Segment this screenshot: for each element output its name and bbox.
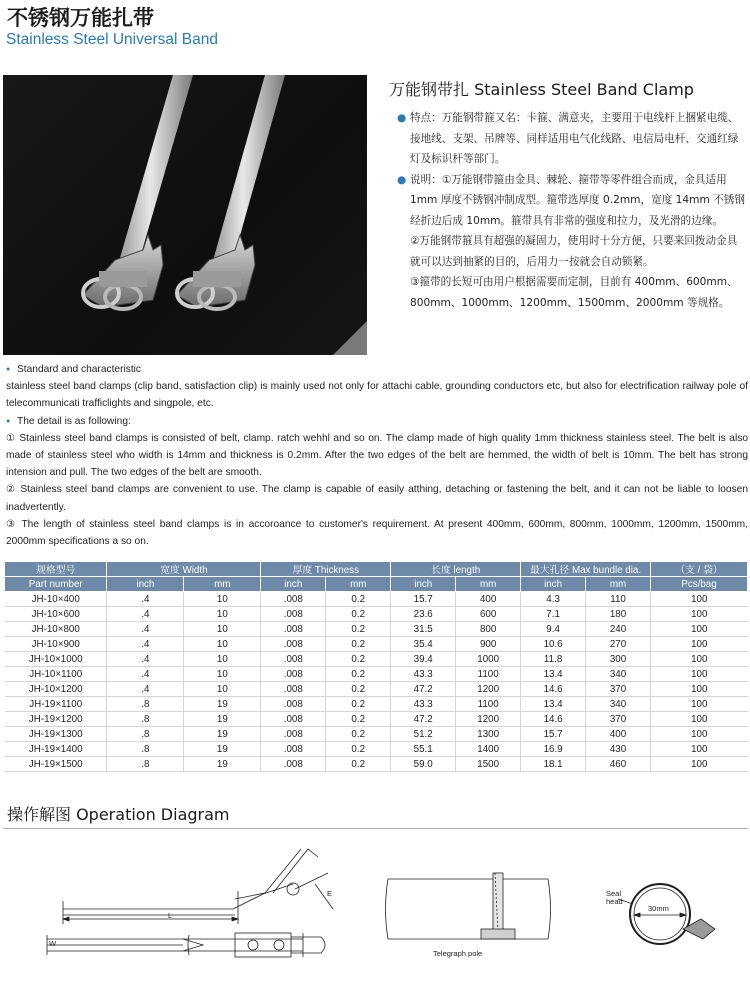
cn-note-2: ②万能钢带箍具有超强的凝固力，使用时十分方便，只要来回拨动金具就可以达到抽紧的目的，后用力一按就会自动锁紧。 <box>410 235 738 268</box>
header-width: 宽度 Width <box>107 562 261 577</box>
table-cell: 1200 <box>456 712 521 727</box>
table-cell: .8 <box>107 727 184 742</box>
cn-feature-text: 万能钢带箍又名：卡箍、满意夹，主要用于电线杆上捆紧电缆、接地线、支架、吊牌等、同样适用电气化线路、电信局电杆、交通红绿灯及标识杆等部门。 <box>410 112 739 165</box>
table-cell: 14.6 <box>521 682 586 697</box>
cn-note-3: ③箍带的长短可由用户根据需要而定制，目前有 400mm、600mm、800mm、1000mm、1200mm、1500mm、2000mm 等规格。 <box>410 276 738 309</box>
table-cell: .008 <box>261 652 326 667</box>
table-cell: 0.2 <box>326 712 391 727</box>
table-cell: 240 <box>586 622 651 637</box>
cn-note-2-para <box>397 231 747 272</box>
table-cell: 100 <box>651 637 748 652</box>
table-cell: 0.2 <box>326 637 391 652</box>
table-cell: .008 <box>261 727 326 742</box>
table-cell: JH-19×1400 <box>5 742 107 757</box>
table-cell: 13.4 <box>521 667 586 682</box>
table-cell: .4 <box>107 637 184 652</box>
label-telegraph-pole: Telegraph pole <box>433 949 483 958</box>
table-cell: 51.2 <box>391 727 456 742</box>
table-cell: 10 <box>184 667 261 682</box>
table-cell: 100 <box>651 607 748 622</box>
table-row <box>5 742 748 757</box>
table-cell: 18.1 <box>521 757 586 772</box>
bullet-icon: ● <box>397 173 407 186</box>
header-length: 长度 length <box>391 562 521 577</box>
cn-note-1: ①万能钢带箍由金具、棘轮、箍带等零件组合而成，金具适用1mm 厚度不锈钢冲制成型。箍带选厚度 0.2mm，宽度 14mm 不锈钢经折边后成 10mm。箍带具有非常的强度和拉力，及光滑的边缘。 <box>410 173 745 227</box>
cn-note <box>397 170 747 232</box>
table-cell: 14.6 <box>521 712 586 727</box>
table-cell: 110 <box>586 592 651 607</box>
table-cell: 100 <box>651 622 748 637</box>
header-inch: inch <box>107 577 184 592</box>
table-cell: 300 <box>586 652 651 667</box>
table-cell: 10 <box>184 622 261 637</box>
header-mm: mm <box>184 577 261 592</box>
table-cell: .008 <box>261 712 326 727</box>
table-cell: 31.5 <box>391 622 456 637</box>
table-cell: 100 <box>651 712 748 727</box>
table-cell: 100 <box>651 757 748 772</box>
header-mm: mm <box>456 577 521 592</box>
page-title-en: Stainless Steel Universal Band <box>6 31 218 48</box>
table-cell: 10.6 <box>521 637 586 652</box>
table-cell: 400 <box>456 592 521 607</box>
table-cell: .008 <box>261 682 326 697</box>
table-cell: 0.2 <box>326 607 391 622</box>
table-cell: 10 <box>184 607 261 622</box>
header-mm: mm <box>586 577 651 592</box>
table-cell: 43.3 <box>391 667 456 682</box>
table-cell: JH-10×400 <box>5 592 107 607</box>
table-cell: .4 <box>107 622 184 637</box>
header-inch: inch <box>391 577 456 592</box>
table-cell: 800 <box>456 622 521 637</box>
table-row <box>5 757 748 772</box>
table-cell: .4 <box>107 607 184 622</box>
table-row <box>5 652 748 667</box>
table-cell: 400 <box>586 727 651 742</box>
table-cell: 600 <box>456 607 521 622</box>
table-cell: 0.2 <box>326 682 391 697</box>
table-row <box>5 727 748 742</box>
table-cell: 43.3 <box>391 697 456 712</box>
table-cell: 1000 <box>456 652 521 667</box>
spec-table <box>5 562 748 772</box>
table-cell: 100 <box>651 682 748 697</box>
table-cell: 10 <box>184 652 261 667</box>
table-cell: 370 <box>586 682 651 697</box>
header-part-cn: 规格型号 <box>5 562 107 577</box>
table-cell: 59.0 <box>391 757 456 772</box>
table-cell: 0.2 <box>326 727 391 742</box>
header-thickness: 厚度 Thickness <box>261 562 391 577</box>
table-cell: 19 <box>184 757 261 772</box>
table-cell: JH-10×1100 <box>5 667 107 682</box>
table-cell: 19 <box>184 742 261 757</box>
table-cell: 13.4 <box>521 697 586 712</box>
label-L: L <box>168 911 173 920</box>
table-cell: .008 <box>261 622 326 637</box>
table-cell: .8 <box>107 712 184 727</box>
header-inch: inch <box>261 577 326 592</box>
table-cell: 19 <box>184 712 261 727</box>
table-cell: .008 <box>261 607 326 622</box>
table-cell: 0.2 <box>326 667 391 682</box>
table-cell: 430 <box>586 742 651 757</box>
table-cell: .8 <box>107 757 184 772</box>
table-cell: 4.3 <box>521 592 586 607</box>
operation-title: 操作解图 Operation Diagram <box>7 805 230 824</box>
table-cell: .8 <box>107 697 184 712</box>
bullet-icon: ● <box>397 112 407 124</box>
table-cell: 0.2 <box>326 622 391 637</box>
header-pcs-cn: （支 / 袋） <box>651 562 748 577</box>
en-item-1: ① Stainless steel band clamps is consisted of belt, clamp. ratch wehhl and so on. The clamp made of high quality 1mm thickness stainless steel. The belt is also made of stainless steel who width is 14mm and thickness is 0.2mm. After the two edges of the belt are hemmed, the width of belt is 10mm. The belt has strong intension and pull. The two edges of the belt are smooth. <box>6 432 748 479</box>
table-row <box>5 607 748 622</box>
table-row <box>5 697 748 712</box>
table-cell: .4 <box>107 682 184 697</box>
table-cell: 100 <box>651 742 748 757</box>
table-cell: 460 <box>586 757 651 772</box>
table-cell: JH-10×800 <box>5 622 107 637</box>
table-cell: .008 <box>261 637 326 652</box>
table-row <box>5 682 748 697</box>
cn-feature-label: 特点： <box>410 112 442 124</box>
table-cell: 270 <box>586 637 651 652</box>
table-cell: 1100 <box>456 667 521 682</box>
table-cell: 15.7 <box>391 592 456 607</box>
table-cell: .008 <box>261 697 326 712</box>
table-row <box>5 712 748 727</box>
product-photo <box>3 75 367 355</box>
cn-description <box>397 108 747 313</box>
table-cell: 47.2 <box>391 682 456 697</box>
table-row <box>5 637 748 652</box>
table-cell: 11.8 <box>521 652 586 667</box>
header-part-en: Part number <box>5 577 107 592</box>
table-cell: JH-19×1100 <box>5 697 107 712</box>
table-cell: 100 <box>651 667 748 682</box>
stainless-band-clamp-photo-icon <box>3 75 367 355</box>
operation-diagram-drawing <box>3 829 748 979</box>
table-cell: 7.1 <box>521 607 586 622</box>
table-cell: .4 <box>107 667 184 682</box>
table-cell: 0.2 <box>326 697 391 712</box>
cn-note-label: 说明： <box>410 173 442 186</box>
label-head: head <box>606 897 623 906</box>
table-cell: 340 <box>586 667 651 682</box>
table-cell: 10 <box>184 592 261 607</box>
table-row <box>5 592 748 607</box>
table-cell: 16.9 <box>521 742 586 757</box>
table-cell: JH-19×1500 <box>5 757 107 772</box>
table-cell: 900 <box>456 637 521 652</box>
table-cell: 1100 <box>456 697 521 712</box>
table-cell: 340 <box>586 697 651 712</box>
cn-note-3-para <box>397 272 747 313</box>
en-heading-2: ● The detail is as following: <box>6 413 748 430</box>
table-cell: 10 <box>184 637 261 652</box>
header-mm: mm <box>326 577 391 592</box>
en-description <box>6 361 748 550</box>
header-bundle: 最大孔径 Max bundle dia. <box>521 562 651 577</box>
header-pcs-en: Pcs/bag <box>651 577 748 592</box>
label-E: E <box>327 889 333 898</box>
table-cell: 47.2 <box>391 712 456 727</box>
table-row <box>5 667 748 682</box>
table-cell: .4 <box>107 652 184 667</box>
operation-diagram <box>3 828 748 978</box>
table-cell: 23.6 <box>391 607 456 622</box>
table-cell: JH-19×1300 <box>5 727 107 742</box>
table-cell: 9.4 <box>521 622 586 637</box>
table-cell: 0.2 <box>326 757 391 772</box>
page-title-cn: 不锈钢万能扎带 <box>7 6 154 30</box>
table-cell: 370 <box>586 712 651 727</box>
table-row <box>5 622 748 637</box>
en-item-2: ② Stainless steel band clamps are convenient to use. The clamp is capable of easily atthing, detaching or fastening the belt, and it can not be liable to loosen inadvertently. <box>6 484 748 513</box>
table-cell: .008 <box>261 667 326 682</box>
table-cell: 100 <box>651 697 748 712</box>
table-cell: 35.4 <box>391 637 456 652</box>
product-heading: 万能钢带扎 Stainless Steel Band Clamp <box>389 80 694 99</box>
label-30mm: 30mm <box>648 904 669 913</box>
table-cell: JH-19×1200 <box>5 712 107 727</box>
table-cell: 100 <box>651 592 748 607</box>
table-cell: .8 <box>107 742 184 757</box>
table-cell: 0.2 <box>326 652 391 667</box>
table-cell: 0.2 <box>326 592 391 607</box>
table-cell: JH-10×1000 <box>5 652 107 667</box>
table-cell: 100 <box>651 727 748 742</box>
en-text-1: stainless steel band clamps (clip band, satisfaction clip) is mainly used not only for attachi cable, grounding conductors etc, but also for electrification railway pole of telecommunicati trafficlights and singpole, etc. <box>6 381 748 410</box>
table-cell: 19 <box>184 727 261 742</box>
table-cell: .4 <box>107 592 184 607</box>
table-cell: 10 <box>184 682 261 697</box>
table-cell: JH-10×1200 <box>5 682 107 697</box>
table-cell: 1300 <box>456 727 521 742</box>
table-cell: 100 <box>651 652 748 667</box>
table-cell: JH-10×900 <box>5 637 107 652</box>
label-W: W <box>49 939 57 948</box>
table-cell: JH-10×600 <box>5 607 107 622</box>
en-item-3: ③ The length of stainless steel band clamps is in accoroance to customer's requirement. At present 400mm, 600mm, 800mm, 1000mm, 1200mm, 1500mm, 2000mm specifications a so on. <box>6 518 748 548</box>
table-cell: 1500 <box>456 757 521 772</box>
table-cell: 0.2 <box>326 742 391 757</box>
table-cell: 39.4 <box>391 652 456 667</box>
table-cell: 1200 <box>456 682 521 697</box>
cn-feature <box>397 108 747 170</box>
table-cell: 15.7 <box>521 727 586 742</box>
en-heading-1: ● Standard and characteristic <box>6 361 748 378</box>
table-cell: .008 <box>261 592 326 607</box>
table-cell: .008 <box>261 757 326 772</box>
table-cell: 19 <box>184 697 261 712</box>
table-cell: 1400 <box>456 742 521 757</box>
table-cell: 55.1 <box>391 742 456 757</box>
table-cell: .008 <box>261 742 326 757</box>
header-inch: inch <box>521 577 586 592</box>
table-cell: 180 <box>586 607 651 622</box>
label-seal: Seal <box>606 889 622 898</box>
